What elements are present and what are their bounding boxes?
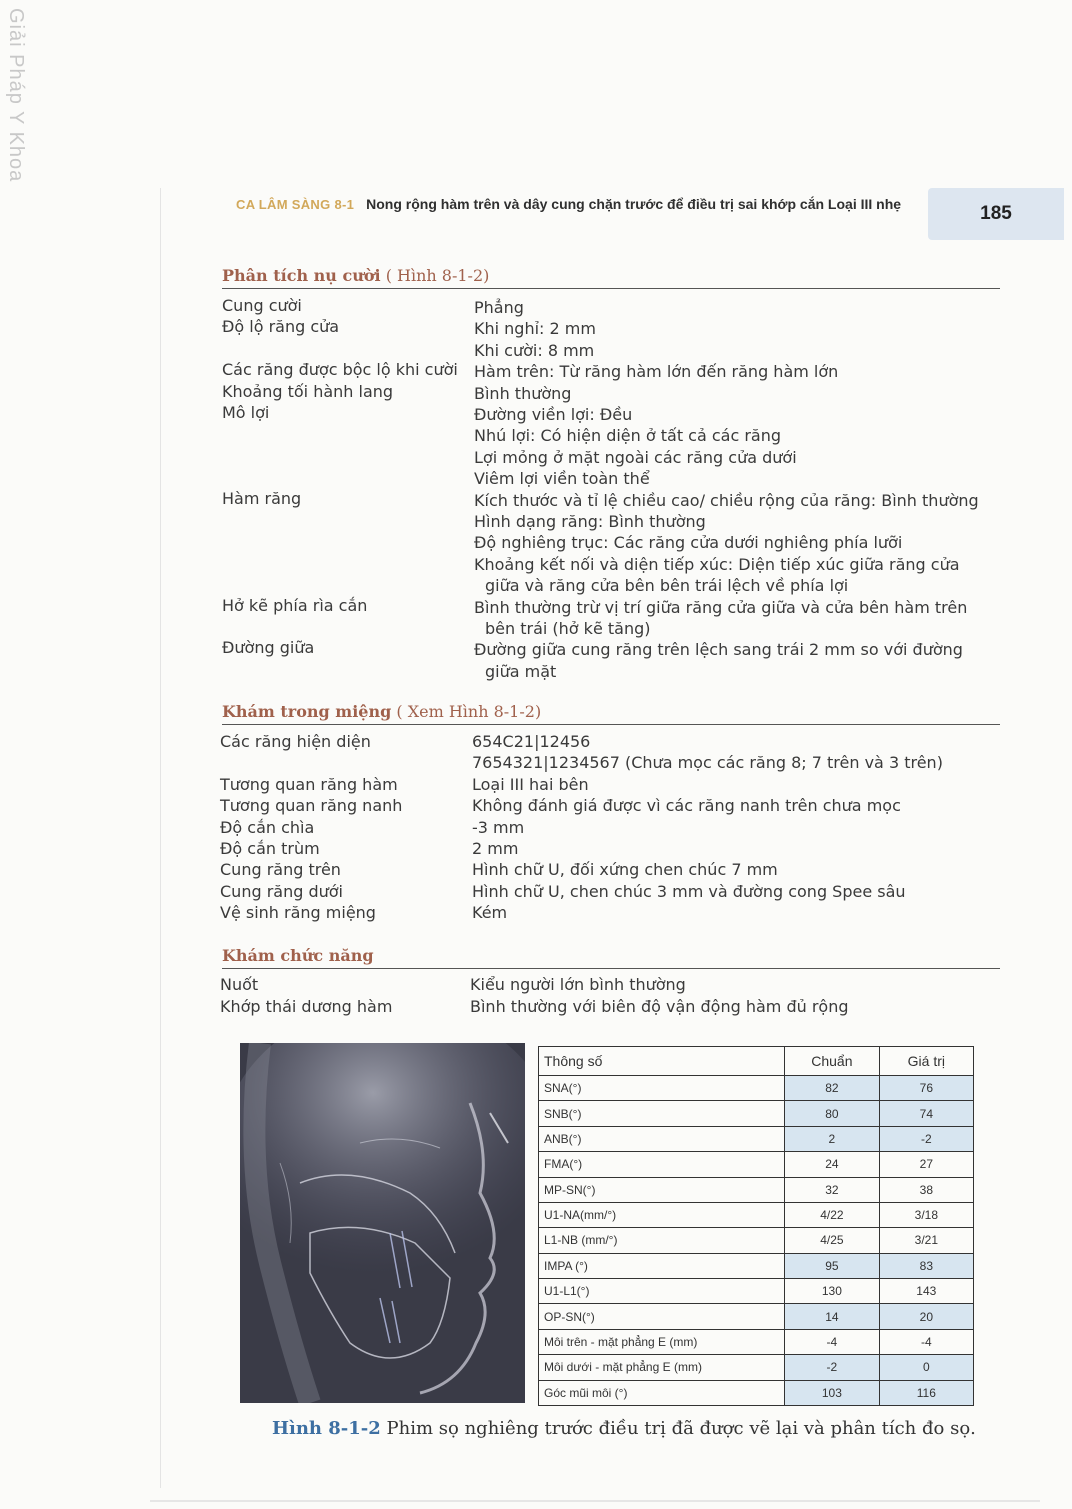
intraoral-label: Tương quan răng hàm	[220, 774, 398, 794]
smile-value: Đường giữa cung răng trên lệch sang trái 2 mm so với đường	[474, 640, 963, 660]
header-parameter: Thông số	[539, 1047, 785, 1076]
header-value: Giá trị	[879, 1047, 973, 1076]
ceph-norm: -4	[785, 1329, 880, 1354]
smile-value: Khoảng kết nối và diện tiếp xúc: Diện tiếp xúc giữa răng cửa	[474, 554, 960, 574]
running-header	[236, 196, 901, 220]
intraoral-value: -3 mm	[472, 817, 525, 837]
smile-value: Khi nghỉ: 2 mm	[474, 319, 596, 339]
xray-tracing	[240, 1043, 525, 1403]
table-row	[539, 1228, 974, 1253]
smile-value: Viêm lợi viền toàn thể	[474, 469, 650, 489]
function-label: Nuốt	[220, 975, 259, 994]
ceph-parameter: SNB(°)	[539, 1101, 785, 1126]
ceph-norm: 4/22	[785, 1202, 880, 1227]
smile-value: Đường viền lợi: Đều	[474, 405, 633, 424]
smile-value: Bình thường	[474, 383, 572, 403]
cephalometric-table-body	[539, 1076, 974, 1406]
ceph-value: 76	[879, 1076, 973, 1101]
smile-value: Khi cười: 8 mm	[474, 340, 595, 360]
intraoral-label: Cung răng dưới	[220, 881, 343, 901]
smile-value: bên trái (hở kẽ tăng)	[485, 619, 651, 638]
ceph-value: -2	[879, 1126, 973, 1151]
smile-value: Kích thước và tỉ lệ chiều cao/ chiều rộng của răng: Bình thường	[474, 490, 979, 510]
watermark: Giải Pháp Y Khoa	[5, 8, 27, 183]
function-value: Kiểu người lớn bình thường	[470, 975, 686, 994]
smile-value: Hàm trên: Từ răng hàm lớn đến răng hàm lớn	[474, 362, 839, 382]
intraoral-value: 2 mm	[472, 839, 519, 858]
figure-caption	[272, 1418, 976, 1439]
left-margin-rule	[160, 188, 161, 1488]
intraoral-value: Hình chữ U, chen chúc 3 mm và đường cong Spee sâu	[472, 881, 906, 901]
ceph-parameter: ANB(°)	[539, 1126, 785, 1151]
table-row	[539, 1355, 974, 1380]
intraoral-label: Cung răng trên	[220, 860, 341, 880]
page-number: 185	[980, 203, 1012, 224]
smile-label: Hàm răng	[222, 488, 302, 508]
table-row	[539, 1126, 974, 1151]
intraoral-value: Kém	[472, 903, 508, 923]
ceph-norm: 95	[785, 1253, 880, 1278]
ceph-norm: 14	[785, 1304, 880, 1329]
cephalogram-xray-image	[240, 1043, 525, 1403]
ceph-norm: 32	[785, 1177, 880, 1202]
smile-label: Đường giữa	[222, 638, 315, 658]
intraoral-value: Không đánh giá được vì các răng nanh trên chưa mọc	[472, 796, 901, 816]
table-header-row	[539, 1047, 974, 1076]
figure-number: Hình 8-1-2	[272, 1418, 381, 1439]
ceph-norm: 130	[785, 1279, 880, 1304]
ceph-parameter: Môi dưới - mặt phẳng E (mm)	[539, 1355, 785, 1380]
ceph-value: 20	[879, 1304, 973, 1329]
bottom-rule	[150, 1500, 1040, 1502]
table-row	[539, 1202, 974, 1227]
ceph-norm: -2	[785, 1355, 880, 1380]
ceph-parameter: IMPA (°)	[539, 1253, 785, 1278]
smile-label: Các răng được bộc lộ khi cười	[222, 360, 458, 380]
smile-label: Hở kẽ phía rìa cắn	[222, 595, 368, 615]
intraoral-section-title: Khám trong miệng	[222, 702, 392, 721]
table-row	[539, 1177, 974, 1202]
table-row	[539, 1380, 974, 1406]
smile-value: giữa và răng cửa bên bên trái lệch về phía lợi	[485, 576, 849, 596]
figure-caption-text: Phim sọ nghiêng trước điều trị đã được vẽ lại và phân tích đo sọ.	[380, 1418, 976, 1439]
page-number-tab	[928, 188, 1064, 240]
table-row	[539, 1329, 974, 1354]
intraoral-value: Hình chữ U, đối xứng chen chúc 7 mm	[472, 860, 778, 880]
smile-label: Khoảng tối hành lang	[222, 381, 394, 401]
ceph-value: -4	[879, 1329, 973, 1354]
function-label: Khớp thái dương hàm	[220, 997, 393, 1016]
function-value: Bình thường với biên độ vận động hàm đủ rộng	[470, 997, 849, 1016]
intraoral-value: Loại III hai bên	[472, 774, 589, 794]
header-norm: Chuẩn	[785, 1047, 880, 1076]
intraoral-value: 654C21|12456	[472, 732, 591, 751]
ceph-parameter: U1-L1(°)	[539, 1279, 785, 1304]
ceph-parameter: U1-NA(mm/°)	[539, 1202, 785, 1227]
smile-section-heading	[222, 266, 1000, 289]
smile-section-title: Phân tích nụ cười	[222, 266, 381, 285]
intraoral-section-heading	[222, 702, 1000, 725]
table-row	[539, 1076, 974, 1101]
ceph-value: 83	[879, 1253, 973, 1278]
smile-value: Độ nghiêng trục: Các răng cửa dưới nghiêng phía lưỡi	[474, 533, 903, 553]
ceph-parameter: SNA(°)	[539, 1076, 785, 1101]
smile-label: Độ lộ răng cửa	[222, 317, 340, 337]
case-label: CA LÂM SÀNG 8-1	[236, 197, 355, 212]
table-row	[539, 1279, 974, 1304]
table-row	[539, 1253, 974, 1278]
ceph-value: 74	[879, 1101, 973, 1126]
ceph-value: 143	[879, 1279, 973, 1304]
smile-value: Bình thường trừ vị trí giữa răng cửa giữa và cửa bên hàm trên	[474, 597, 968, 617]
ceph-value: 3/21	[879, 1228, 973, 1253]
ceph-parameter: OP-SN(°)	[539, 1304, 785, 1329]
intraoral-label: Vệ sinh răng miệng	[220, 903, 376, 923]
ceph-value: 116	[879, 1380, 973, 1406]
table-row	[539, 1152, 974, 1177]
function-section-heading	[222, 946, 1000, 969]
chapter-title: Nong rộng hàm trên và dây cung chặn trước để điều trị sai khớp cắn Loại III nhẹ	[366, 196, 902, 212]
ceph-value: 38	[879, 1177, 973, 1202]
function-section-title: Khám chức năng	[222, 946, 374, 965]
smile-label: Mô lợi	[222, 403, 270, 422]
ceph-parameter: FMA(°)	[539, 1152, 785, 1177]
table-row	[539, 1304, 974, 1329]
cephalometric-table	[538, 1046, 974, 1406]
ceph-parameter: Môi trên - mặt phẳng E (mm)	[539, 1329, 785, 1354]
smile-value: Lợi mỏng ở mặt ngoài các răng cửa dưới	[474, 447, 797, 467]
ceph-value: 3/18	[879, 1202, 973, 1227]
ceph-norm: 80	[785, 1101, 880, 1126]
smile-value: giữa mặt	[485, 661, 557, 681]
smile-label: Cung cười	[222, 296, 302, 315]
smile-section-ref: ( Hình 8-1-2)	[380, 266, 490, 285]
ceph-norm: 4/25	[785, 1228, 880, 1253]
intraoral-label: Độ cắn chìa	[220, 817, 315, 837]
ceph-value: 27	[879, 1152, 973, 1177]
table-row	[539, 1101, 974, 1126]
smile-value: Nhú lợi: Có hiện diện ở tất cả các răng	[474, 426, 782, 446]
intraoral-label: Tương quan răng nanh	[220, 796, 403, 816]
intraoral-label: Các răng hiện diện	[220, 732, 371, 751]
smile-value: Hình dạng răng: Bình thường	[474, 512, 706, 531]
intraoral-value: 7654321|1234567 (Chưa mọc các răng 8; 7 trên và 3 trên)	[472, 753, 943, 773]
ceph-norm: 82	[785, 1076, 880, 1101]
smile-value: Phẳng	[474, 298, 524, 317]
ceph-norm: 103	[785, 1380, 880, 1406]
intraoral-label: Độ cắn trùm	[220, 839, 320, 858]
ceph-parameter: Góc mũi môi (°)	[539, 1380, 785, 1406]
ceph-parameter: MP-SN(°)	[539, 1177, 785, 1202]
ceph-norm: 24	[785, 1152, 880, 1177]
intraoral-section-ref: ( Xem Hình 8-1-2)	[391, 702, 542, 721]
ceph-value: 0	[879, 1355, 973, 1380]
ceph-parameter: L1-NB (mm/°)	[539, 1228, 785, 1253]
ceph-norm: 2	[785, 1126, 880, 1151]
